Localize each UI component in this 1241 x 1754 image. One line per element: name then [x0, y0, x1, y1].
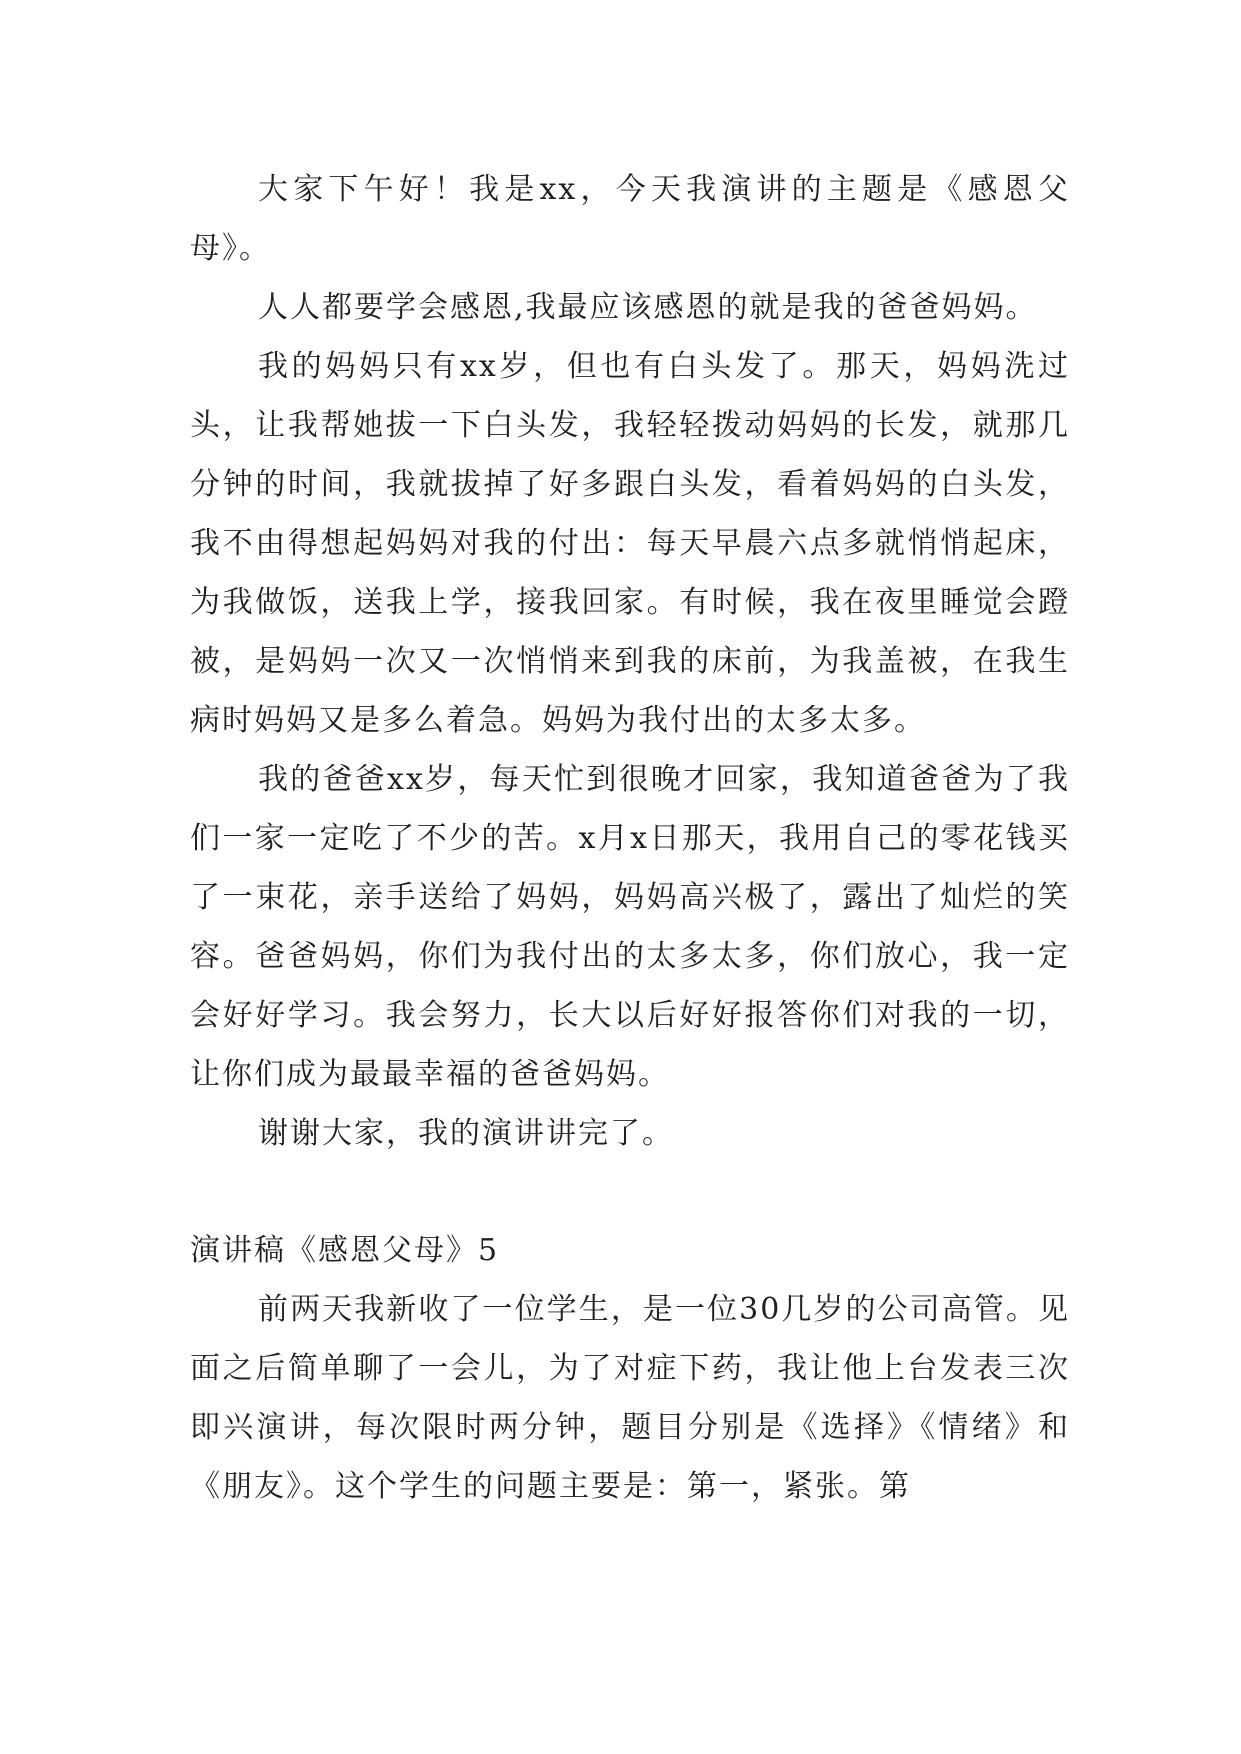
section-heading: 演讲稿《感恩父母》5 — [190, 1233, 500, 1268]
paragraph-gratitude: 人人都要学会感恩,我最应该感恩的就是我的爸爸妈妈。 — [258, 290, 1038, 325]
paragraph-greeting: 大家下午好！我是xx，今天我演讲的主题是《感恩父母》。 — [190, 172, 1070, 266]
document-body — [190, 160, 1070, 1516]
paragraph-father: 我的爸爸xx岁，每天忙到很晚才回家，我知道爸爸为了我们一家一定吃了不少的苦。x月x日那天，我用自己的零花钱买了一束花，亲手送给了妈妈，妈妈高兴极了，露出了灿烂的笑容。爸爸妈妈，你们为我付出的太多太多，你们放心，我一定会好好学习。我会努力，长大以后好好报答你们对我的一切，让你们成为最最幸福的爸爸妈妈。 — [190, 762, 1070, 1092]
paragraph-student: 前两天我新收了一位学生，是一位30几岁的公司高管。见面之后简单聊了一会儿，为了对症下药，我让他上台发表三次即兴演讲，每次限时两分钟，题目分别是《选择》《情绪》和《朋友》。这个学生的问题主要是：第一，紧张。第 — [190, 1292, 1070, 1504]
paragraph-closing: 谢谢大家，我的演讲讲完了。 — [258, 1116, 674, 1151]
paragraph-mother: 我的妈妈只有xx岁，但也有白头发了。那天，妈妈洗过头，让我帮她拔一下白头发，我轻轻拨动妈妈的长发，就那几分钟的时间，我就拔掉了好多跟白头发，看着妈妈的白头发，我不由得想起妈妈对我的付出：每天早晨六点多就悄悄起床，为我做饭，送我上学，接我回家。有时候，我在夜里睡觉会蹬被，是妈妈一次又一次悄悄来到我的床前，为我盖被，在我生病时妈妈又是多么着急。妈妈为我付出的太多太多。 — [190, 349, 1070, 738]
